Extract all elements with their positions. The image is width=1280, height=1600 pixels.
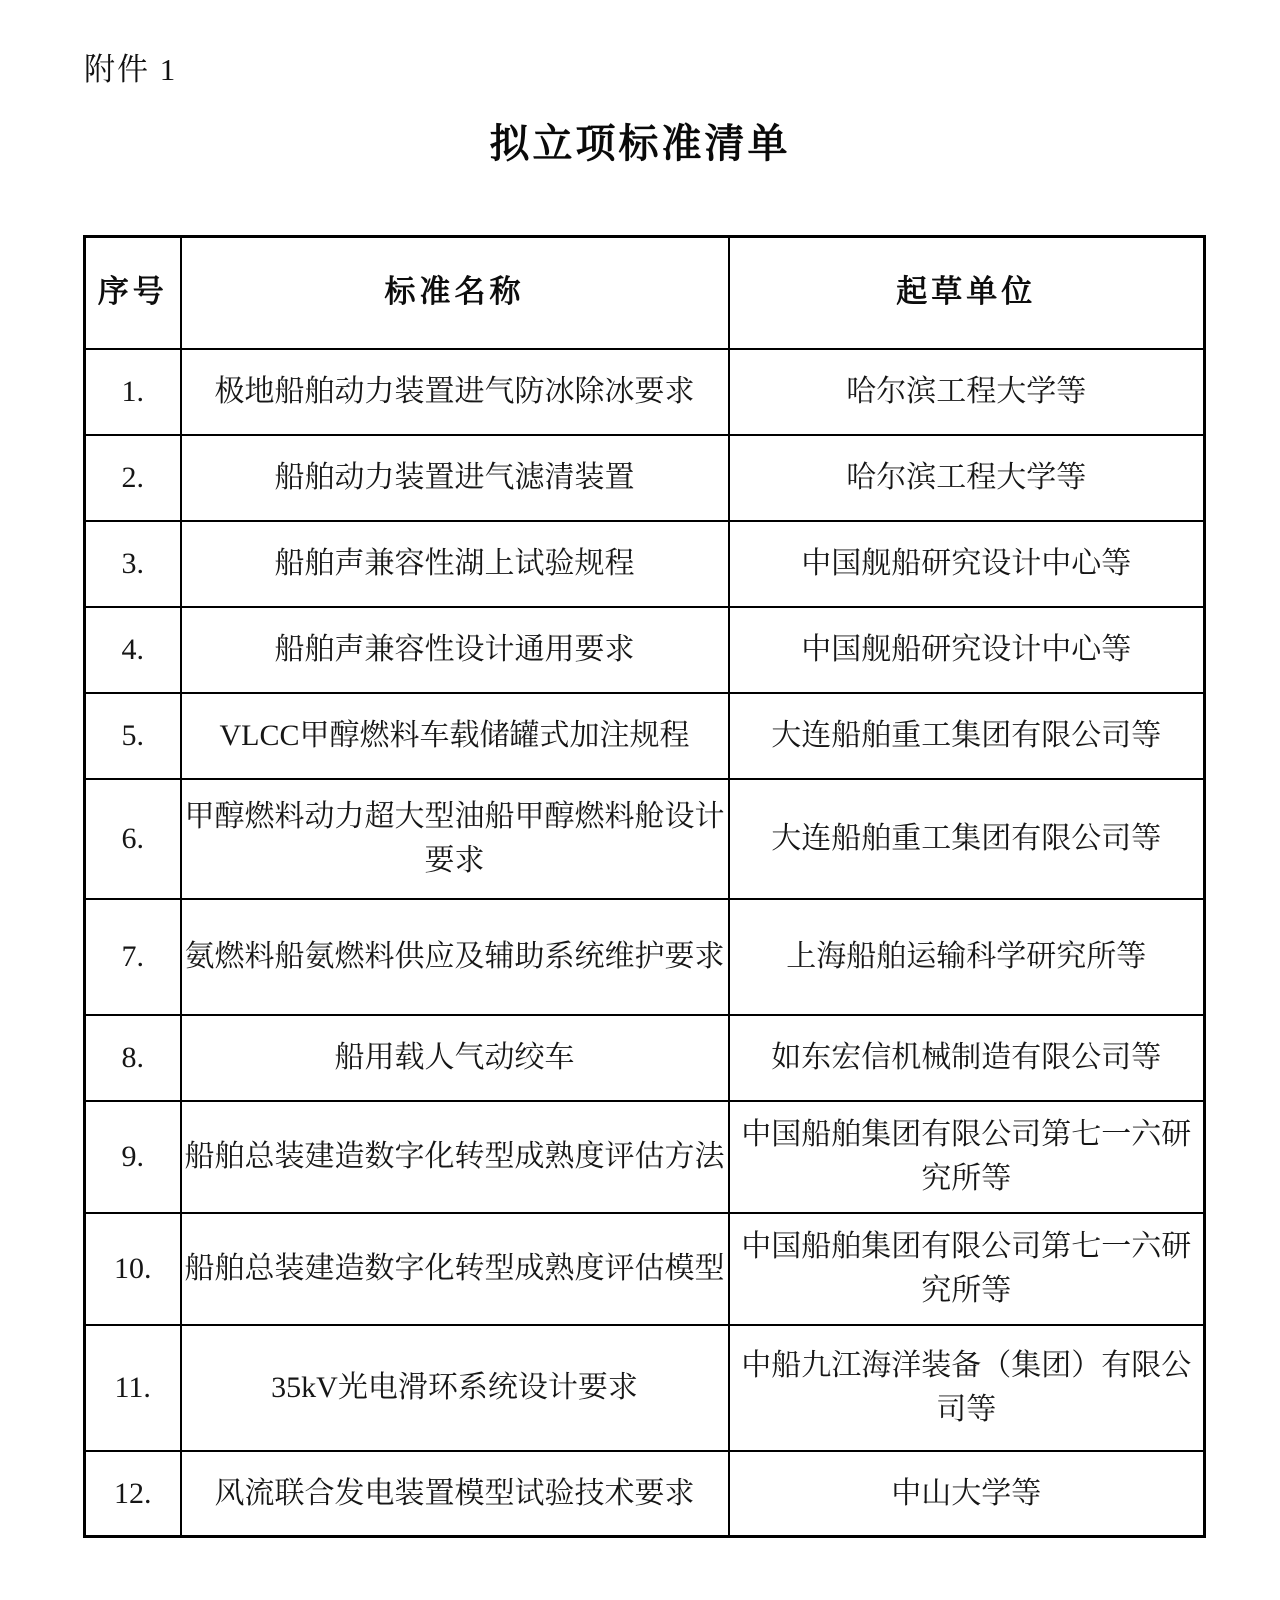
table-row xyxy=(85,1101,1205,1213)
row-standard-name: 船用载人气动绞车 xyxy=(181,1015,729,1101)
table-row xyxy=(85,693,1205,779)
row-drafting-org: 大连船舶重工集团有限公司等 xyxy=(729,693,1205,779)
page-title: 拟立项标准清单 xyxy=(489,122,791,166)
row-standard-name: 船舶声兼容性设计通用要求 xyxy=(181,607,729,693)
row-standard-name: 船舶声兼容性湖上试验规程 xyxy=(181,521,729,607)
row-drafting-org: 中山大学等 xyxy=(729,1451,1205,1537)
table-row xyxy=(85,1015,1205,1101)
header-org: 起草单位 xyxy=(729,237,1205,349)
row-drafting-org: 哈尔滨工程大学等 xyxy=(729,435,1205,521)
row-no: 8. xyxy=(85,1015,181,1101)
header-no: 序号 xyxy=(85,237,181,349)
row-drafting-org: 中船九江海洋装备（集团）有限公司等 xyxy=(729,1325,1205,1451)
row-standard-name: 风流联合发电装置模型试验技术要求 xyxy=(181,1451,729,1537)
attachment-label: 附件 1 xyxy=(84,52,178,87)
row-no: 1. xyxy=(85,349,181,435)
row-no: 11. xyxy=(85,1325,181,1451)
table-row xyxy=(85,779,1205,899)
row-standard-name: 甲醇燃料动力超大型油船甲醇燃料舱设计要求 xyxy=(181,779,729,899)
standards-table xyxy=(83,235,1206,1538)
header-name: 标准名称 xyxy=(181,237,729,349)
table-row xyxy=(85,435,1205,521)
row-drafting-org: 上海船舶运输科学研究所等 xyxy=(729,899,1205,1015)
row-standard-name: 极地船舶动力装置进气防冰除冰要求 xyxy=(181,349,729,435)
row-standard-name: 船舶总装建造数字化转型成熟度评估模型 xyxy=(181,1213,729,1325)
table-row xyxy=(85,1451,1205,1537)
row-no: 10. xyxy=(85,1213,181,1325)
row-drafting-org: 中国舰船研究设计中心等 xyxy=(729,521,1205,607)
row-drafting-org: 中国船舶集团有限公司第七一六研究所等 xyxy=(729,1101,1205,1213)
row-drafting-org: 中国船舶集团有限公司第七一六研究所等 xyxy=(729,1213,1205,1325)
table-row xyxy=(85,1213,1205,1325)
row-drafting-org: 哈尔滨工程大学等 xyxy=(729,349,1205,435)
row-standard-name: 35kV光电滑环系统设计要求 xyxy=(181,1325,729,1451)
table-row xyxy=(85,607,1205,693)
row-drafting-org: 大连船舶重工集团有限公司等 xyxy=(729,779,1205,899)
row-drafting-org: 中国舰船研究设计中心等 xyxy=(729,607,1205,693)
row-standard-name: 船舶动力装置进气滤清装置 xyxy=(181,435,729,521)
row-no: 6. xyxy=(85,779,181,899)
row-no: 7. xyxy=(85,899,181,1015)
table-row xyxy=(85,349,1205,435)
row-standard-name: VLCC甲醇燃料车载储罐式加注规程 xyxy=(181,693,729,779)
row-drafting-org: 如东宏信机械制造有限公司等 xyxy=(729,1015,1205,1101)
row-no: 9. xyxy=(85,1101,181,1213)
row-standard-name: 氨燃料船氨燃料供应及辅助系统维护要求 xyxy=(181,899,729,1015)
row-no: 3. xyxy=(85,521,181,607)
row-no: 5. xyxy=(85,693,181,779)
table-row xyxy=(85,1325,1205,1451)
table-row xyxy=(85,899,1205,1015)
row-no: 2. xyxy=(85,435,181,521)
table-header-row xyxy=(85,237,1205,349)
table-row xyxy=(85,521,1205,607)
row-standard-name: 船舶总装建造数字化转型成熟度评估方法 xyxy=(181,1101,729,1213)
row-no: 12. xyxy=(85,1451,181,1537)
row-no: 4. xyxy=(85,607,181,693)
